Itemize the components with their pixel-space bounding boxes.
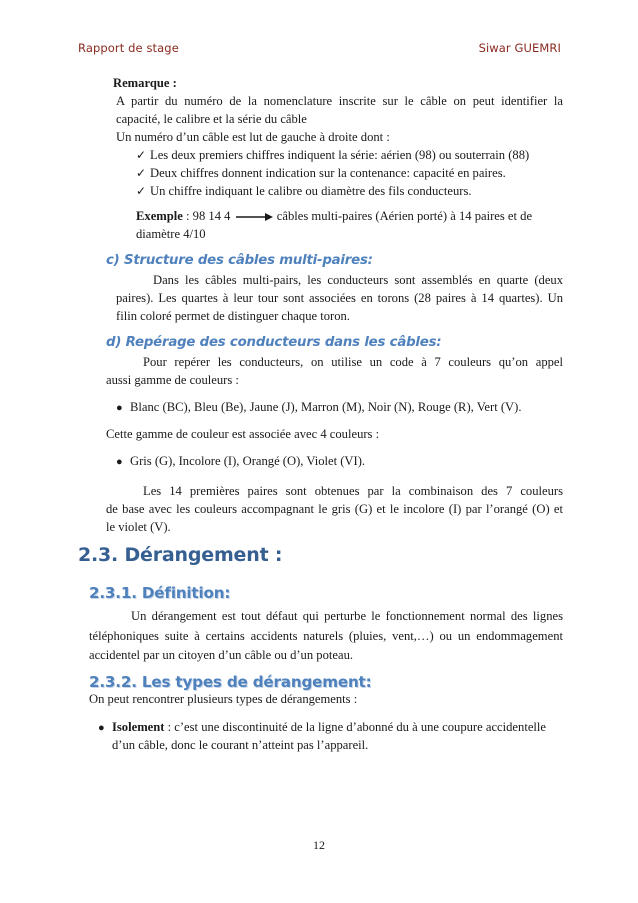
remarque-line-3: Un numéro d’un câble est lut de gauche à droite dont : (116, 130, 390, 144)
example-label: Exemple (136, 209, 183, 223)
header-author: Siwar GUEMRI (478, 41, 561, 55)
section-2-3-1-heading: 2.3.1. Définition: (89, 584, 231, 602)
isolement-text: : c’est une discontinuité de la ligne d’abonné du à une coupure accidentelle (167, 720, 546, 734)
section-2-3-heading: 2.3. Dérangement : (78, 544, 283, 566)
types-intro: On peut rencontrer plusieurs types de dérangements : (89, 692, 358, 706)
bullet-icon: ● (116, 402, 123, 414)
checklist-item: ✓ Un chiffre indiquant le calibre ou diamètre des fils conducteurs. (136, 184, 472, 198)
section-d-line-4: Les 14 premières paires sont obtenues par la combinaison des 7 couleurs (143, 484, 563, 498)
example-line (136, 207, 563, 225)
checklist-item: ✓ Les deux premiers chiffres indiquent la série: aérien (98) ou souterrain (88) (136, 148, 530, 162)
section-d-line-6: le violet (V). (106, 520, 171, 534)
bullet-icon: ● (98, 722, 105, 734)
checkmark-icon: ✓ (136, 166, 147, 180)
section-d-line-5: de base avec les couleurs accompagnant le gris (G) et le incolore (I) par l’orangé (O) et (106, 502, 563, 516)
section-d-heading: d) Repérage des conducteurs dans les câbles: (106, 335, 442, 350)
section-d-line-1: Pour repérer les conducteurs, on utilise un code à 7 couleurs qu’on appel (143, 355, 563, 369)
remarque-line-1: A partir du numéro de la nomenclature inscrite sur le câble on peut identifier la (116, 94, 563, 108)
list-item (98, 718, 563, 737)
example-line-2: diamètre 4/10 (136, 227, 206, 241)
section-c-heading: c) Structure des câbles multi-paires: (106, 253, 373, 268)
example-code: : 98 14 4 (186, 209, 231, 223)
remarque-line-2: capacité, le calibre et la série du câble (116, 112, 307, 126)
header-left-title: Rapport de stage (78, 41, 179, 55)
example-description: câbles multi-paires (Aérien porté) à 14 paires et de (276, 209, 533, 223)
definition-line-2: téléphoniques suite à certains accidents naturels (pluies, vent,…) ou un endommagement (89, 629, 563, 643)
checkmark-icon: ✓ (136, 148, 147, 162)
list-item: ● Blanc (BC), Bleu (Be), Jaune (J), Marron (M), Noir (N), Rouge (R), Vert (V). (116, 398, 521, 417)
isolement-label: Isolement (112, 720, 165, 734)
isolement-line-2: d’un câble, donc le courant n’atteint pas l’appareil. (112, 738, 369, 752)
page-number: 12 (313, 838, 325, 852)
right-arrow-icon (234, 212, 274, 222)
definition-line-3: accidentel par un citoyen d’un câble ou d’un poteau. (89, 648, 354, 662)
section-d-line-3: Cette gamme de couleur est associée avec 4 couleurs : (106, 427, 380, 441)
section-c-line-3: filin coloré permet de distinguer chaque toron. (116, 309, 350, 323)
section-c-line-1: Dans les câbles multi-pairs, les conducteurs sont assemblés en quarte (deux (153, 273, 563, 287)
bullet-icon: ● (116, 456, 123, 468)
checklist-item: ✓ Deux chiffres donnent indication sur la contenance: capacité en paires. (136, 166, 506, 180)
definition-line-1: Un dérangement est tout défaut qui perturbe le fonctionnement normal des lignes (131, 609, 563, 623)
section-d-line-2: aussi gamme de couleurs : (106, 373, 239, 387)
section-2-3-2-heading: 2.3.2. Les types de dérangement: (89, 673, 372, 691)
list-item: ● Gris (G), Incolore (I), Orangé (O), Violet (VI). (116, 452, 365, 471)
checkmark-icon: ✓ (136, 184, 147, 198)
section-c-line-2: paires). Les quartes à leur tour sont associées en torons (28 paires à 14 quartes). Un (116, 291, 563, 305)
remarque-title: Remarque : (113, 76, 177, 90)
